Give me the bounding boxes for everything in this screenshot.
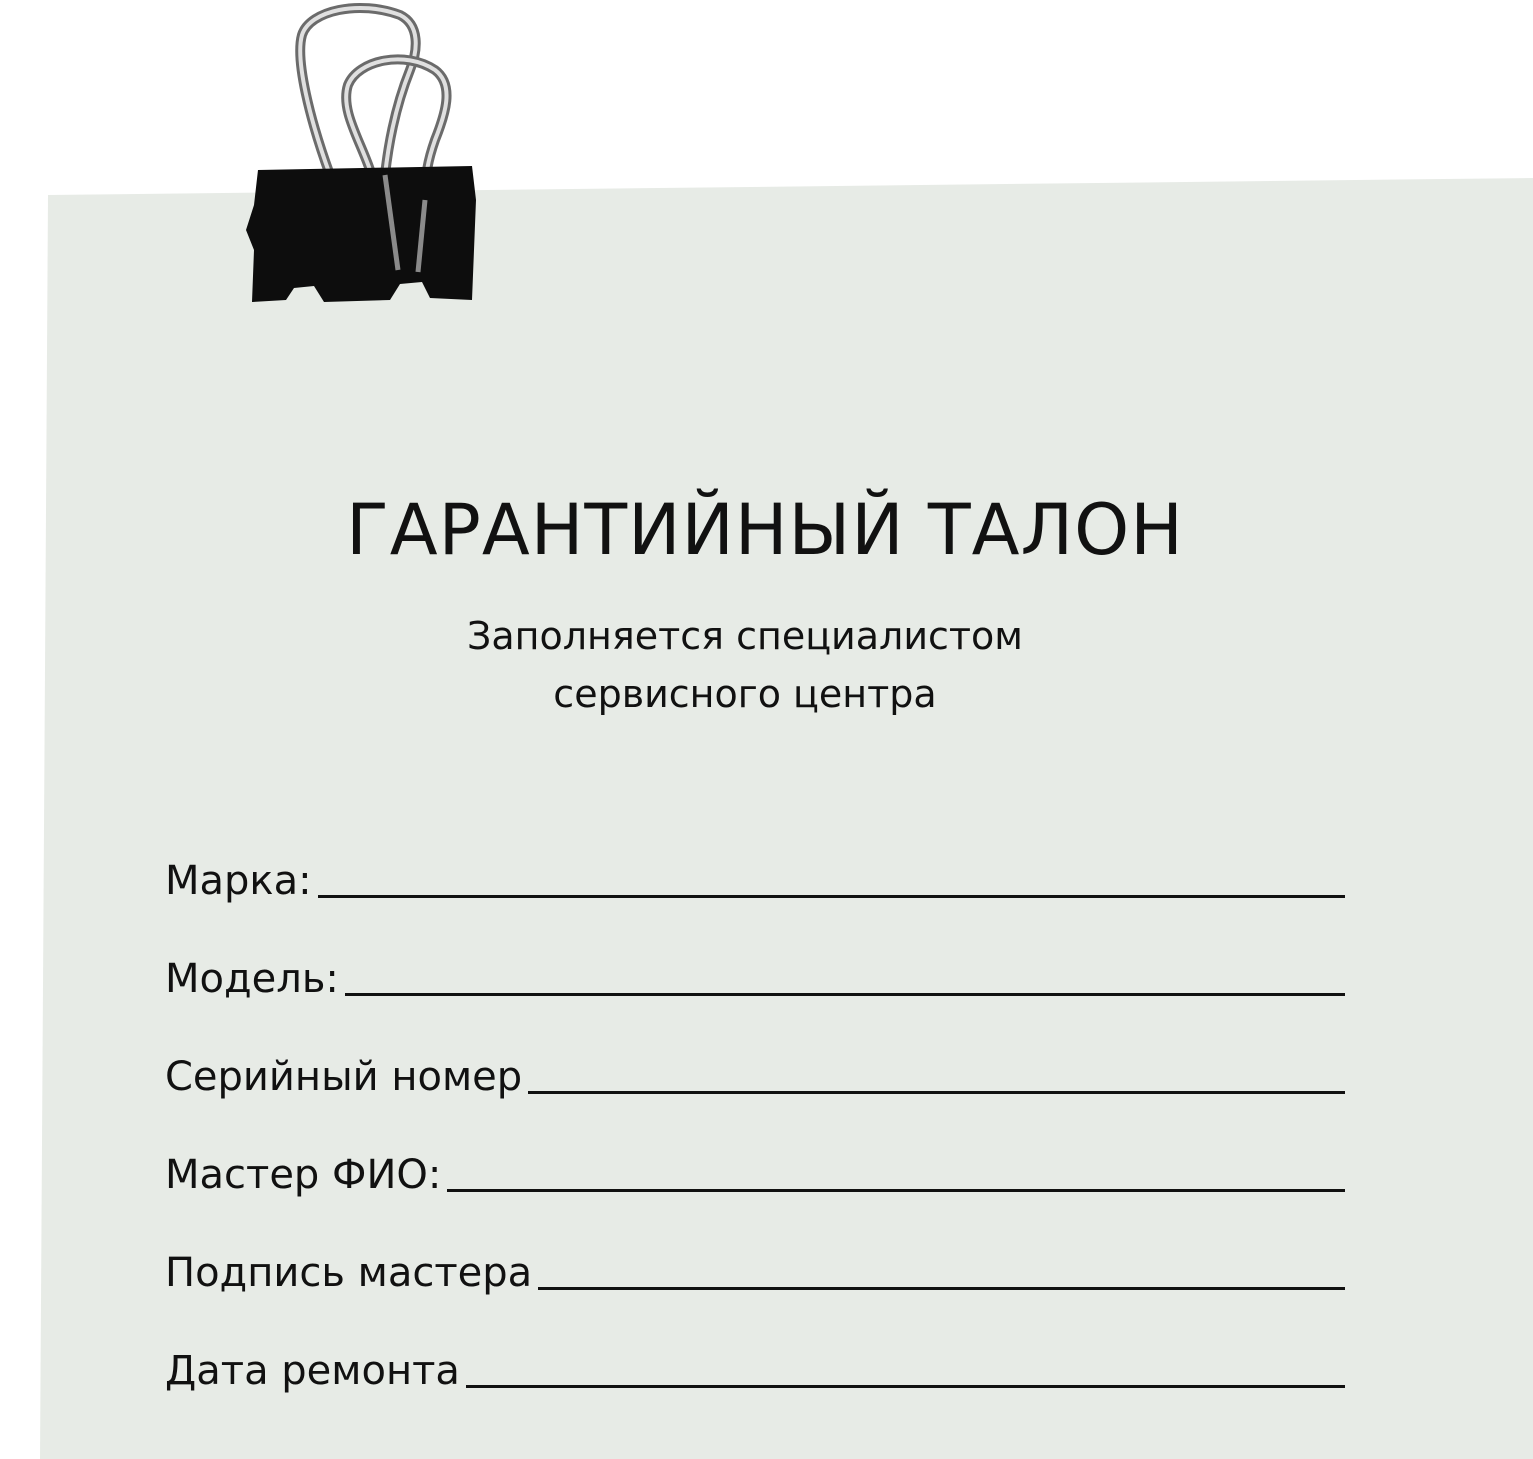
form-fields — [165, 808, 1345, 1396]
field-repair-date — [165, 1298, 1345, 1396]
blank-line[interactable] — [528, 1091, 1345, 1094]
field-label: Мастер ФИО: — [165, 1152, 442, 1198]
field-label: Дата ремонта — [165, 1348, 460, 1394]
field-master-name — [165, 1102, 1345, 1200]
blank-line[interactable] — [318, 895, 1345, 898]
subtitle — [330, 607, 1160, 723]
blank-line[interactable] — [538, 1287, 1345, 1290]
field-label: Серийный номер — [165, 1054, 523, 1100]
field-label: Подпись мастера — [165, 1250, 533, 1296]
field-label: Модель: — [165, 956, 339, 1002]
field-model — [165, 906, 1345, 1004]
subtitle-line: сервисного центра — [553, 672, 937, 716]
field-label: Марка: — [165, 858, 312, 904]
blank-line[interactable] — [345, 993, 1345, 996]
field-master-signature — [165, 1200, 1345, 1298]
blank-line[interactable] — [466, 1385, 1345, 1388]
binder-clip-icon — [240, 0, 480, 312]
subtitle-line: Заполняется специалистом — [467, 614, 1023, 658]
field-serial-number — [165, 1004, 1345, 1102]
page-title: ГАРАНТИЙНЫЙ ТАЛОН — [346, 489, 1184, 571]
field-brand — [165, 808, 1345, 906]
blank-line[interactable] — [447, 1189, 1345, 1192]
